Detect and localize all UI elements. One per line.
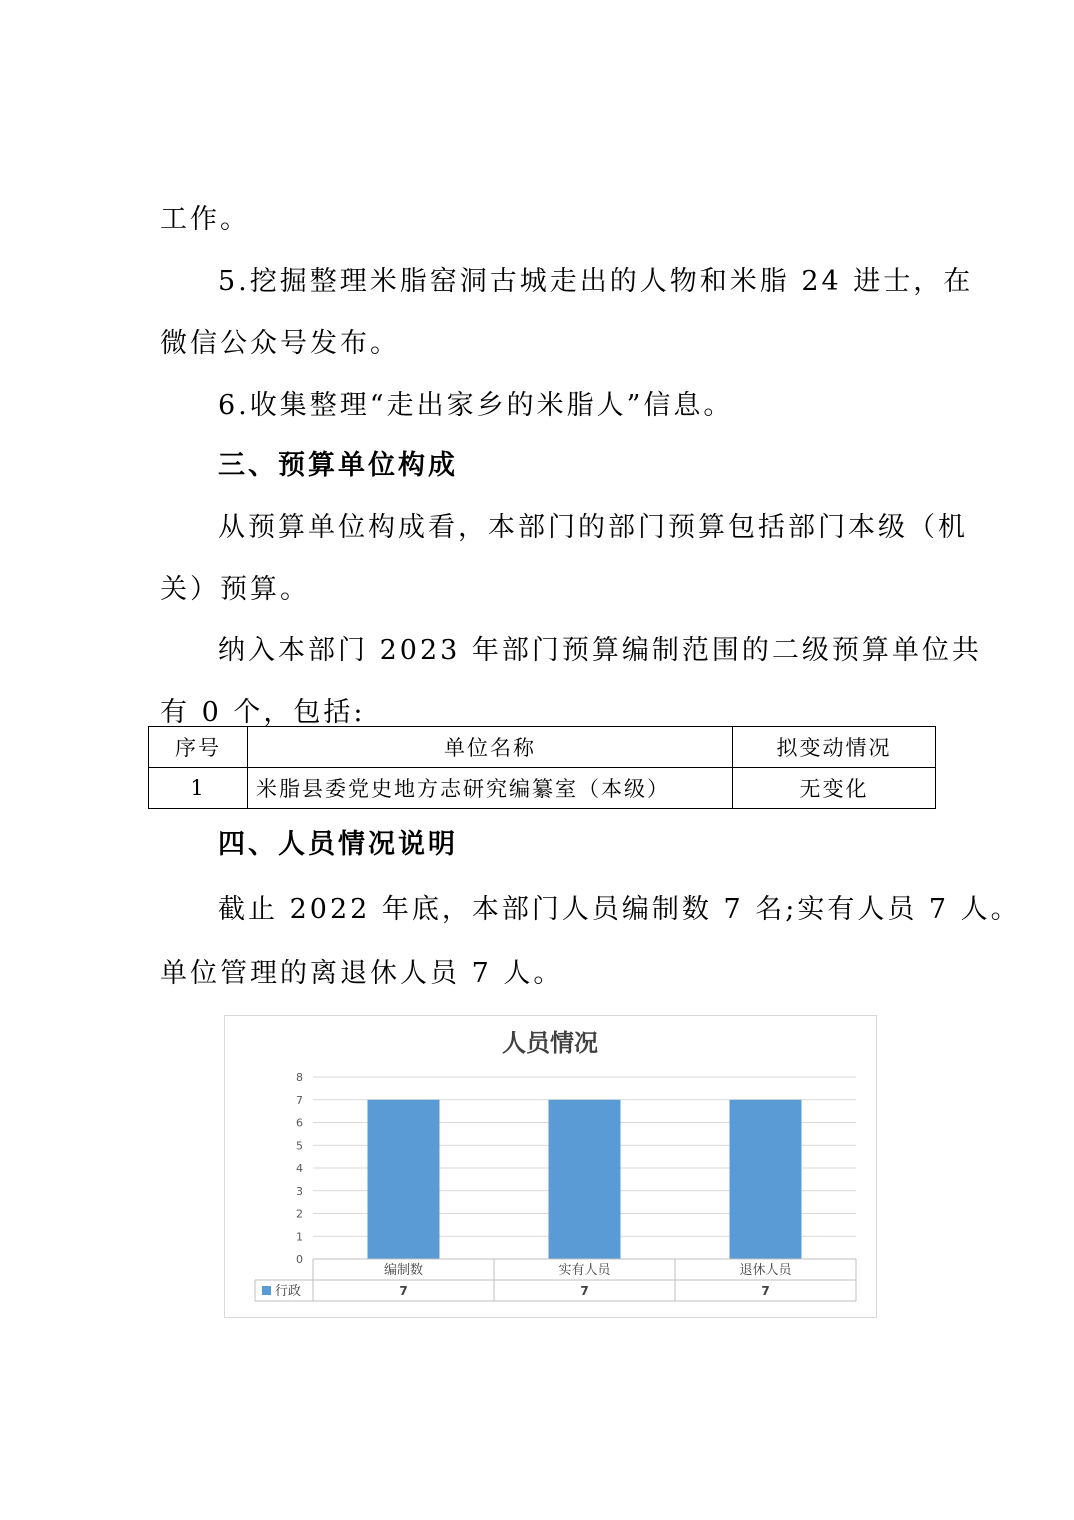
staff-chart <box>224 1015 877 1318</box>
y-tick-label: 6 <box>296 1116 303 1130</box>
table-cell: 无变化 <box>733 768 936 809</box>
paragraph-line: 单位管理的离退休人员 7 人。 <box>160 958 564 989</box>
bar <box>549 1100 621 1259</box>
y-tick-label: 7 <box>296 1093 303 1107</box>
paragraph-line: 关）预算。 <box>160 574 310 605</box>
y-tick-label: 2 <box>296 1207 303 1221</box>
paragraph-line: 微信公众号发布。 <box>160 328 400 359</box>
bar <box>730 1100 802 1259</box>
paragraph-line: 6.收集整理“走出家乡的米脂人”信息。 <box>218 390 734 421</box>
x-category-label: 编制数 <box>383 1263 424 1278</box>
y-tick-label: 5 <box>296 1139 303 1153</box>
legend-label: 行政 <box>275 1284 302 1299</box>
table-header-cell: 单位名称 <box>248 727 733 768</box>
y-tick-label: 1 <box>296 1230 303 1244</box>
paragraph-line: 有 0 个，包括: <box>160 697 366 728</box>
y-tick-label: 0 <box>296 1253 303 1266</box>
paragraph-line: 5.挖掘整理米脂窑洞古城走出的人物和米脂 24 进士，在 <box>218 266 974 297</box>
table-cell: 1 <box>149 768 248 809</box>
table-cell: 米脂县委党史地方志研究编纂室（本级） <box>248 768 733 809</box>
paragraph-line: 从预算单位构成看，本部门的部门预算包括部门本级（机 <box>218 512 968 543</box>
y-tick-label: 8 <box>296 1071 303 1084</box>
table-header-cell: 拟变动情况 <box>733 727 936 768</box>
legend-swatch <box>262 1286 271 1295</box>
chart-canvas <box>225 1016 876 1317</box>
data-table-value: 7 <box>761 1284 770 1298</box>
paragraph-line: 纳入本部门 2023 年部门预算编制范围的二级预算单位共 <box>218 635 982 666</box>
y-tick-label: 3 <box>296 1184 303 1198</box>
data-table-value: 7 <box>399 1284 408 1298</box>
data-table-value: 7 <box>580 1284 589 1298</box>
x-category-label: 退休人员 <box>739 1263 792 1278</box>
table-header-row <box>149 727 936 768</box>
x-category-label: 实有人员 <box>558 1263 611 1278</box>
chart-title: 人员情况 <box>502 1029 598 1057</box>
table-row <box>149 768 936 809</box>
paragraph-line: 截止 2022 年底，本部门人员编制数 7 名;实有人员 7 人。 <box>218 894 1021 925</box>
y-tick-label: 4 <box>296 1162 303 1175</box>
section-heading: 三、预算单位构成 <box>218 450 458 481</box>
paragraph-line: 工作。 <box>160 204 250 235</box>
table-header-cell: 序号 <box>149 727 248 768</box>
bar <box>368 1100 440 1259</box>
section-heading: 四、人员情况说明 <box>218 829 458 860</box>
budget-unit-table <box>148 726 936 809</box>
